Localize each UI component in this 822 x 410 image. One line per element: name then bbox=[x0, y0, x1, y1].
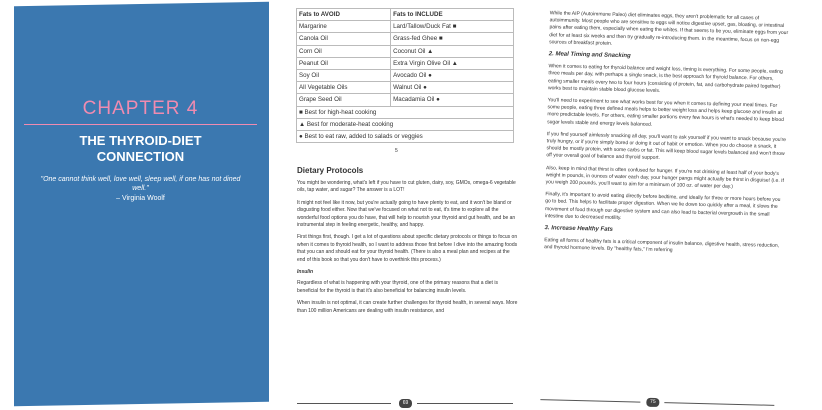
legend-row bbox=[297, 106, 514, 118]
footer-rule-left bbox=[297, 403, 391, 404]
cell-avoid: Soy Oil bbox=[297, 69, 391, 81]
legend-moderate-heat: ▲ Best for moderate-heat cooking bbox=[297, 118, 514, 130]
heading-meal-timing: 2. Meal Timing and Snacking bbox=[548, 51, 631, 60]
footer-rule-right bbox=[417, 403, 513, 404]
page-number-badge: 69 bbox=[399, 399, 412, 408]
paragraph: While the AIP (Autoimmune Paleo) diet eliminates eggs, they aren't problematic for all cases of autoimmunity. Most people who are sensitive to eggs will notice digestive upset, gas, bloating, or intestinal pains after eating them, especially when eating the whites. If that seems to be you, eliminate eggs from your diet for at least six weeks and then try gradually re-introducing them. In the meantime, focus on non-egg sources of breakfast protein. bbox=[549, 10, 789, 47]
chapter-divider bbox=[24, 124, 257, 125]
paragraph: First things first, though. I get a lot of questions about specific dietary protocols or things to focus on when it comes to thyroid health, so I want to address those first before I dive into the amazing foods that you can and should eat for your thyroid health. (There is also a meal plan and recipes at the end of this book so that you don't have to overthink this process.) bbox=[297, 234, 518, 263]
cell-include: Avocado Oil ● bbox=[391, 69, 514, 81]
cell-include: Coconut Oil ▲ bbox=[391, 45, 514, 57]
table-row bbox=[297, 57, 514, 69]
cell-avoid: Canola Oil bbox=[297, 33, 391, 45]
page-number-badge: 75 bbox=[646, 398, 659, 407]
cell-include: Lard/Tallow/Duck Fat ■ bbox=[391, 21, 514, 33]
cell-include: Macadamia Oil ● bbox=[391, 94, 514, 106]
table-row bbox=[297, 21, 514, 33]
chapter-label: CHAPTER 4 bbox=[82, 98, 199, 119]
subheading-insulin: Insulin bbox=[297, 269, 314, 276]
footer-rule-left bbox=[540, 399, 640, 402]
middle-body-text bbox=[297, 180, 519, 320]
table-row bbox=[297, 82, 514, 94]
table-row bbox=[297, 33, 514, 45]
paragraph: Eating all forms of healthy fats is a critical component of insulin balance, digestive health, stress reduction, and thyroid hormone levels. By "healthy fats," I'm referring bbox=[544, 237, 780, 254]
legend-high-heat: ■ Best for high-heat cooking bbox=[297, 106, 514, 118]
cover-background bbox=[14, 2, 269, 406]
chapter-title-line1: THE THYROID-DIET bbox=[79, 133, 202, 148]
right-page bbox=[530, 6, 800, 410]
cell-avoid: Grape Seed Oil bbox=[297, 94, 391, 106]
chapter-quote: "One cannot think well, love well, sleep well, if one has not dined well." bbox=[40, 176, 241, 192]
cell-avoid: All Vegetable Oils bbox=[297, 82, 391, 94]
footer-rule-right bbox=[664, 402, 774, 406]
table-header-row bbox=[297, 9, 514, 21]
table-row bbox=[297, 69, 514, 81]
heading-healthy-fats: 3. Increase Healthy Fats bbox=[544, 225, 613, 233]
cell-avoid: Margarine bbox=[297, 21, 391, 33]
legend-row bbox=[297, 118, 514, 130]
header-avoid: Fats to AVOID bbox=[297, 9, 391, 21]
paragraph: Also, keep in mind that thirst is often confused for hunger. If you're not drinking at least half of your body's weight in pounds, in ounces of water each day, your hunger pangs might actually be thirst in disguise! (i.e. If you weigh 200 pounds, you'll want to aim for a minimum of 100 oz. of water per day.) bbox=[545, 164, 784, 190]
cover-text-block bbox=[18, 98, 263, 202]
paragraph: If you find yourself aimlessly snacking all day, you'll want to ask yourself if you want to snack because you're truly hungry, or if you're simply bored or doing it out of habit or emotion. When you do choose a snack, it should be mostly protein, with some carbs or fat. This will keep blood sugar levels balanced and won't throw off your overall goal of balance and thyroid support. bbox=[546, 131, 787, 162]
header-include: Fats to INCLUDE bbox=[391, 9, 514, 21]
cell-include: Walnut Oil ● bbox=[391, 82, 514, 94]
cell-include: Grass-fed Ghee ■ bbox=[391, 33, 514, 45]
chapter-title-line2: CONNECTION bbox=[96, 149, 185, 164]
middle-page bbox=[285, 2, 532, 408]
cell-avoid: Corn Oil bbox=[297, 45, 391, 57]
quote-author: – Virginia Woolf bbox=[116, 195, 165, 202]
paragraph: Regardless of what is happening with your thyroid, one of the primary reasons that a diet is beneficial for the thyroid is that it's also beneficial for balancing insulin levels. bbox=[297, 280, 498, 294]
paragraph: It might not feel like it now, but you're actually going to have plenty to eat, and it won't be bland or disgusting food either. Now that we've focused on what not to eat, it's time to explore all the wonderful food options you do have, that will help to nourish your thyroid and gut health, and be an instrumental step in feeling energetic, healthy, and happy. bbox=[297, 199, 516, 229]
cell-avoid: Peanut Oil bbox=[297, 57, 391, 69]
table-row bbox=[297, 45, 514, 57]
table-number: 5 bbox=[395, 148, 398, 154]
table-row bbox=[297, 94, 514, 106]
paragraph: You'll need to experiment to see what works best for you when it comes to defining your meal times. For some people, eating three defined meals helps to better weight loss and helps keep glucose and insulin at more predictable levels. For others, eating smaller portions every few hours is what's needed to keep blood sugar levels stable and energy levels balanced. bbox=[547, 97, 784, 128]
section-heading: Dietary Protocols bbox=[297, 166, 364, 175]
legend-raw: ● Best to eat raw, added to salads or veggies bbox=[297, 130, 514, 142]
paragraph: You might be wondering, what's left if you have to cut gluten, dairy, soy, GMOs, omega-6 vegetable oils, tap water, and sugar? The answer is a LOT! bbox=[297, 180, 516, 194]
fats-table bbox=[296, 8, 514, 143]
cell-include: Extra Virgin Olive Oil ▲ bbox=[391, 57, 514, 69]
legend-row bbox=[297, 130, 514, 142]
paragraph: When insulin is not optimal, it can create further challenges for thyroid health, in several ways. More than 100 million Americans are dealing with insulin resistance, and bbox=[297, 300, 518, 314]
paragraph: Finally, it's important to avoid eating directly before bedtime, and ideally for three or more hours before you go to bed. This helps to facilitate proper digestion. When we lie down too quickly after a meal, it slows the movement of food through our digestive system and can also lead to bacterial overgrowth in the small intestine due to decreased motility. bbox=[544, 191, 781, 221]
right-body-text bbox=[544, 10, 790, 262]
paragraph: When it comes to eating for thyroid balance and weight loss, timing is everything. For some people, eating three meals per day, with perhaps a single snack, is the best approach for thyroid balance. For others, eating smaller meals every two to four hours (consisting of protein, fat, and carbohydrate paired together) works best to maintain stable blood glucose levels. bbox=[547, 63, 783, 94]
